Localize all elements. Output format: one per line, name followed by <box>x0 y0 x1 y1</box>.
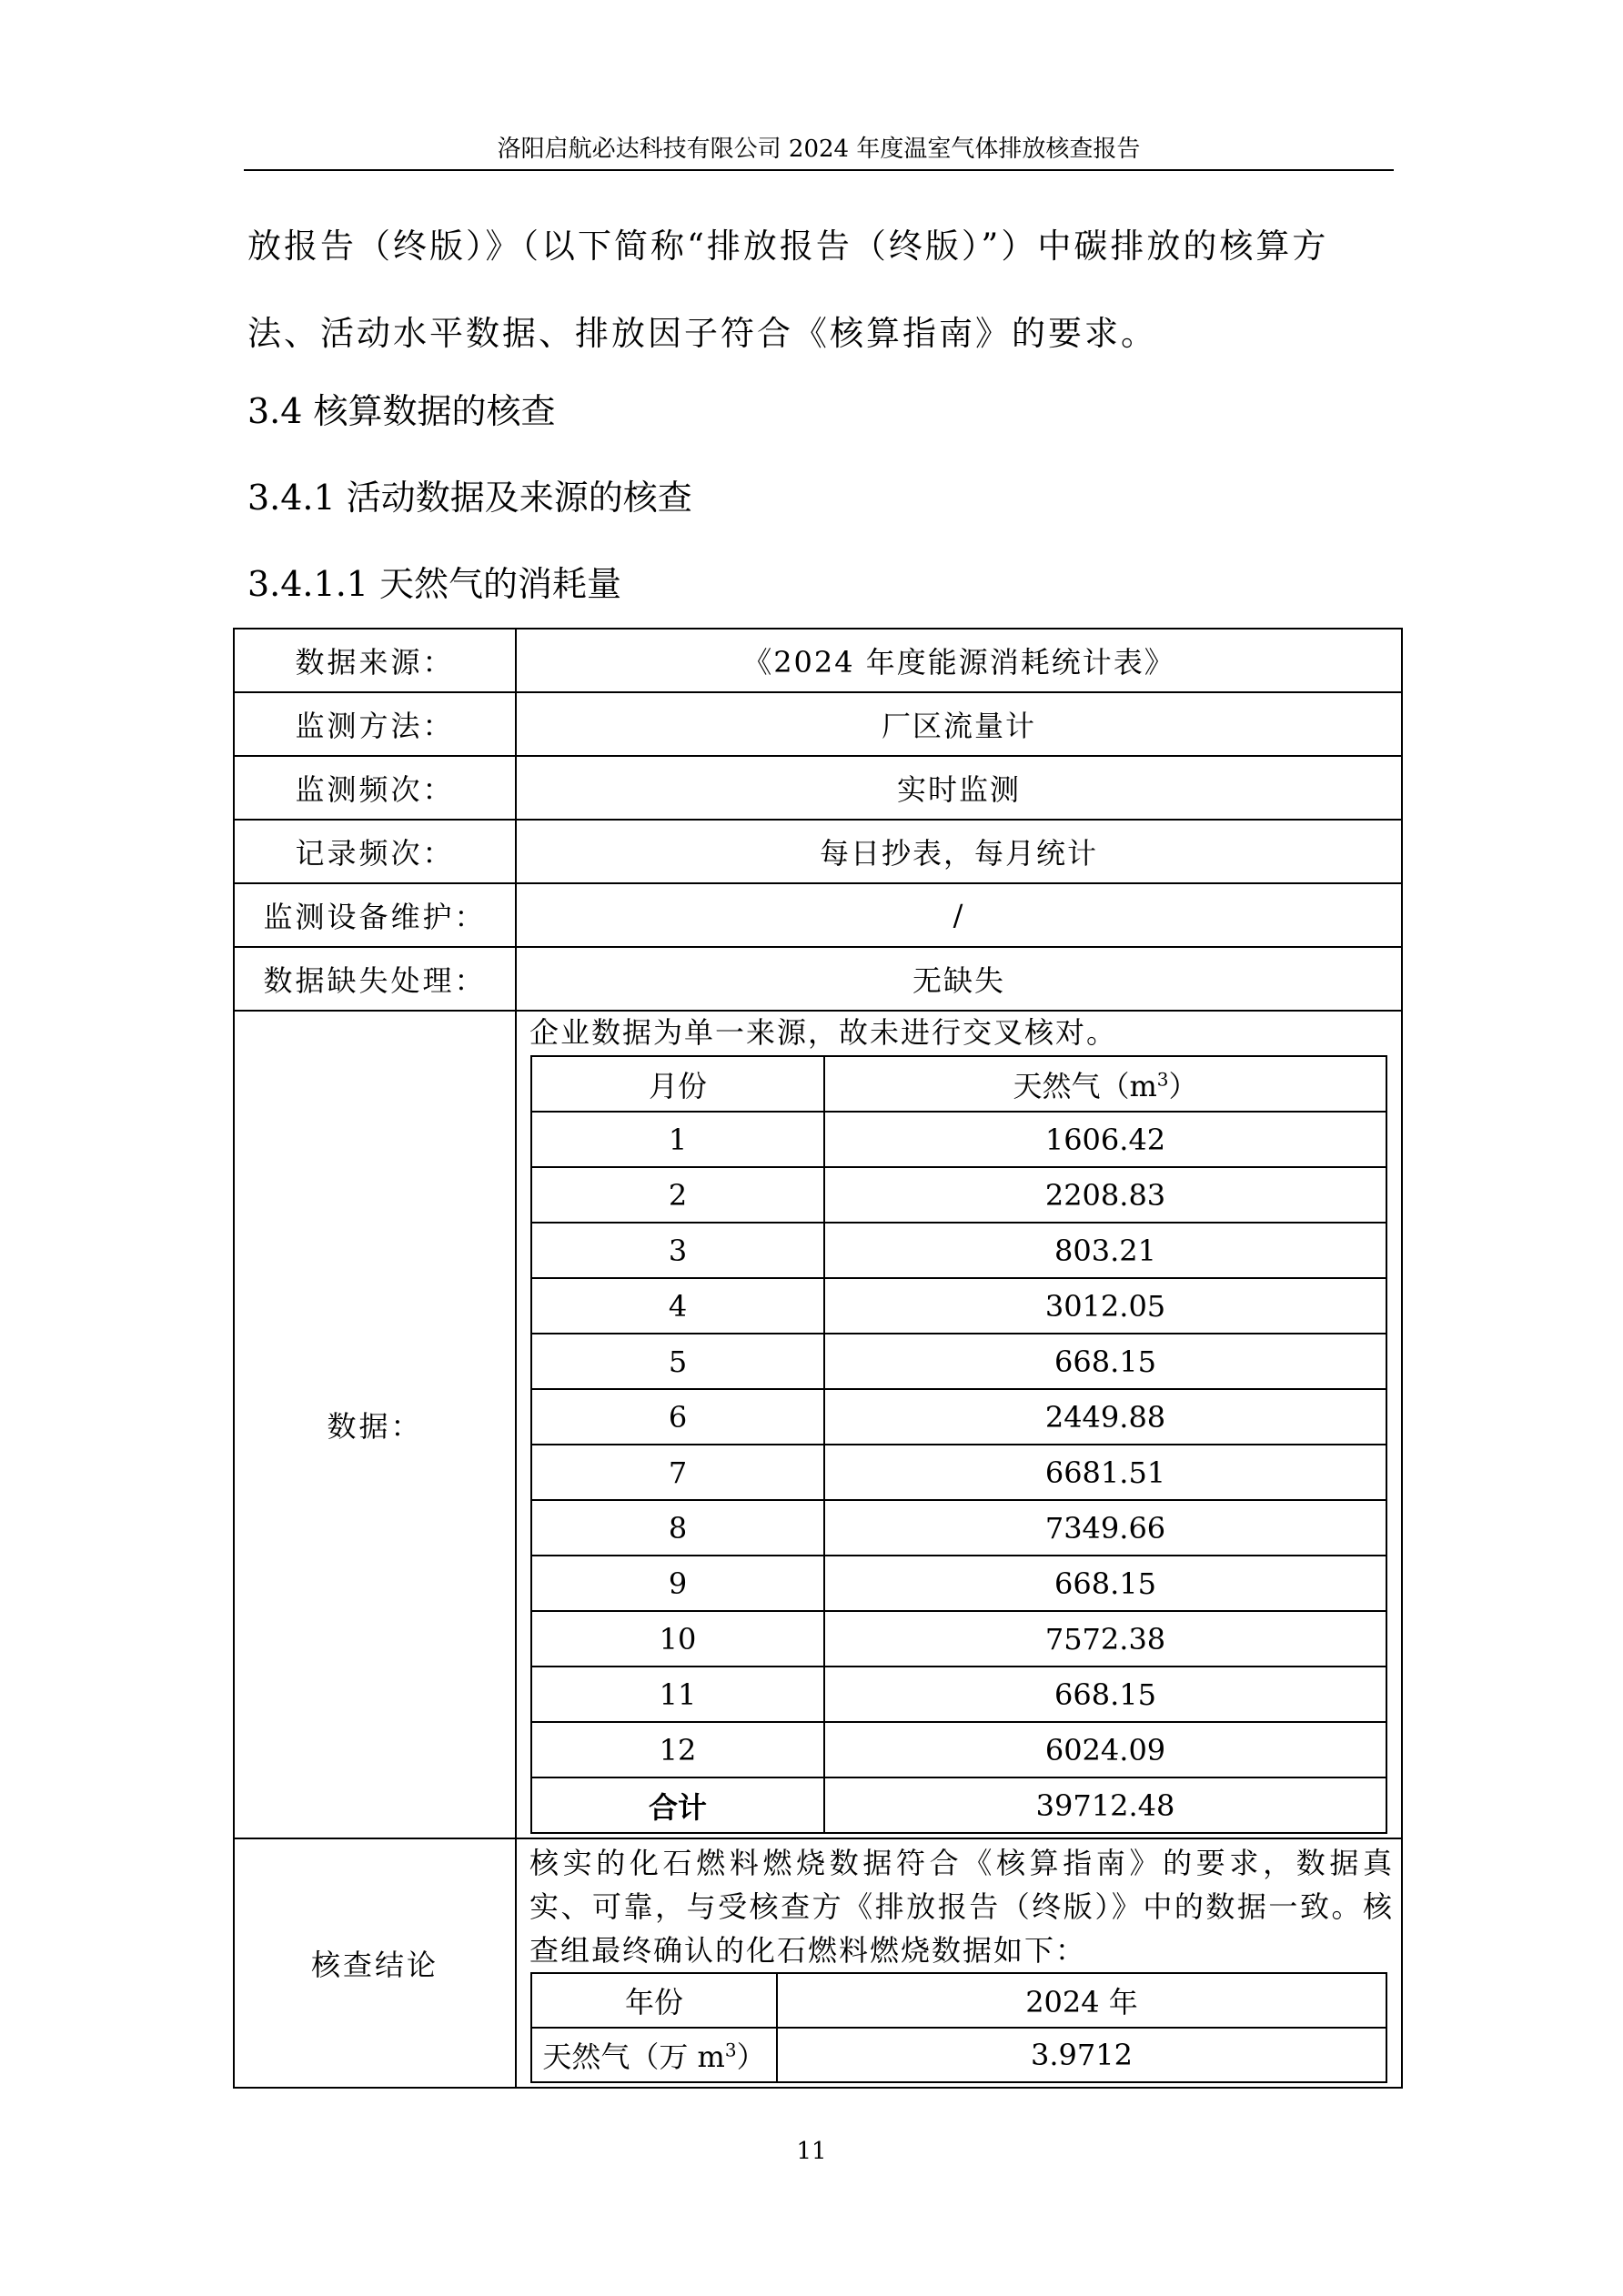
monthly-row <box>531 1611 1386 1667</box>
gas-total-value: 3.9712 <box>777 2028 1386 2082</box>
gas-value-cell: 2449.88 <box>824 1389 1386 1445</box>
year-label: 年份 <box>531 1973 777 2028</box>
monthly-table <box>530 1055 1387 1834</box>
year-value: 2024 年 <box>777 1973 1386 2028</box>
monthly-row <box>531 1445 1386 1500</box>
conclusion-text: 核实的化石燃料燃烧数据符合《核算指南》的要求，数据真实、可靠，与受核查方《排放报告（终版）》中的数据一致。核查组最终确认的化石燃料燃烧数据如下： <box>529 1846 1394 1968</box>
monthly-row <box>531 1167 1386 1223</box>
table-row <box>234 1011 1402 1838</box>
header-rule <box>244 169 1394 171</box>
gas-value-cell: 6681.51 <box>824 1445 1386 1500</box>
gas-total-label-text: 天然气（万 m <box>542 2039 725 2074</box>
total-row <box>531 1777 1386 1833</box>
intro-paragraph: 放报告（终版）》（以下简称“排放报告（终版）”）中碳排放的核算方法、活动水平数据、排放因子符合《核算指南》的要求。 <box>247 227 1329 353</box>
gas-header-close: ） <box>1168 1068 1198 1103</box>
gas-total-label-close: ） <box>736 2039 766 2074</box>
gas-value-cell: 2208.83 <box>824 1167 1386 1223</box>
monthly-row <box>531 1334 1386 1389</box>
gas-value-cell: 803.21 <box>824 1223 1386 1278</box>
table-row <box>234 1838 1402 2088</box>
monitoring-method-label: 监测方法： <box>234 692 516 756</box>
monitoring-frequency-label: 监测频次： <box>234 756 516 820</box>
gas-header-sup: 3 <box>1156 1067 1169 1090</box>
gas-value-cell: 668.15 <box>824 1334 1386 1389</box>
total-label: 合计 <box>531 1777 824 1833</box>
monitoring-method-value: 厂区流量计 <box>516 692 1402 756</box>
gas-value-cell: 7349.66 <box>824 1500 1386 1556</box>
section-heading-3-4-1: 3.4.1 活动数据及来源的核查 <box>247 478 692 518</box>
missing-data-label: 数据缺失处理： <box>234 947 516 1011</box>
data-source-value: 《2024 年度能源消耗统计表》 <box>516 629 1402 692</box>
month-cell: 5 <box>531 1334 824 1389</box>
page-header: 洛阳启航必达科技有限公司 2024 年度温室气体排放核查报告 <box>497 136 1141 163</box>
monthly-row <box>531 1278 1386 1334</box>
month-cell: 4 <box>531 1278 824 1334</box>
equipment-maintenance-value: / <box>516 883 1402 947</box>
month-cell: 12 <box>531 1722 824 1777</box>
table-row <box>234 692 1402 756</box>
gas-value-cell: 6024.09 <box>824 1722 1386 1777</box>
gas-total-label-sup: 3 <box>724 2039 737 2061</box>
section-heading-3-4-1-1: 3.4.1.1 天然气的消耗量 <box>247 564 622 604</box>
monthly-row <box>531 1667 1386 1722</box>
table-row <box>234 947 1402 1011</box>
monthly-row <box>531 1556 1386 1611</box>
gas-column-header <box>824 1056 1386 1112</box>
data-note: 企业数据为单一来源，故未进行交叉核对。 <box>529 1015 1118 1050</box>
gas-value-cell: 668.15 <box>824 1556 1386 1611</box>
gas-value-cell: 668.15 <box>824 1667 1386 1722</box>
month-cell: 10 <box>531 1611 824 1667</box>
monthly-row <box>531 1223 1386 1278</box>
data-source-label: 数据来源： <box>234 629 516 692</box>
page-number: 11 <box>796 2138 827 2165</box>
table-row <box>234 820 1402 883</box>
gas-value-cell: 3012.05 <box>824 1278 1386 1334</box>
month-cell: 1 <box>531 1112 824 1167</box>
total-value: 39712.48 <box>824 1777 1386 1833</box>
gas-header-text: 天然气（m <box>1013 1068 1157 1103</box>
month-column-header: 月份 <box>531 1056 824 1112</box>
gas-value-cell: 1606.42 <box>824 1112 1386 1167</box>
month-cell: 6 <box>531 1389 824 1445</box>
conclusion-label: 核查结论 <box>234 1838 516 2088</box>
natural-gas-table <box>233 628 1403 2089</box>
monitoring-frequency-value: 实时监测 <box>516 756 1402 820</box>
section-heading-3-4: 3.4 核算数据的核查 <box>247 391 556 431</box>
month-cell: 8 <box>531 1500 824 1556</box>
table-row <box>234 883 1402 947</box>
monthly-row <box>531 1500 1386 1556</box>
result-row <box>531 1973 1386 2028</box>
monthly-header-row <box>531 1056 1386 1112</box>
monthly-row <box>531 1722 1386 1777</box>
month-cell: 9 <box>531 1556 824 1611</box>
table-row <box>234 756 1402 820</box>
conclusion-cell <box>516 1838 1402 2088</box>
gas-total-label <box>531 2028 777 2082</box>
gas-value-cell: 7572.38 <box>824 1611 1386 1667</box>
recording-frequency-label: 记录频次： <box>234 820 516 883</box>
equipment-maintenance-label: 监测设备维护： <box>234 883 516 947</box>
result-table <box>530 1972 1387 2083</box>
data-label: 数据： <box>234 1011 516 1838</box>
result-row <box>531 2028 1386 2082</box>
month-cell: 7 <box>531 1445 824 1500</box>
month-cell: 11 <box>531 1667 824 1722</box>
table-row <box>234 629 1402 692</box>
recording-frequency-value: 每日抄表，每月统计 <box>516 820 1402 883</box>
month-cell: 2 <box>531 1167 824 1223</box>
missing-data-value: 无缺失 <box>516 947 1402 1011</box>
month-cell: 3 <box>531 1223 824 1278</box>
monthly-row <box>531 1112 1386 1167</box>
monthly-row <box>531 1389 1386 1445</box>
data-cell <box>516 1011 1402 1838</box>
